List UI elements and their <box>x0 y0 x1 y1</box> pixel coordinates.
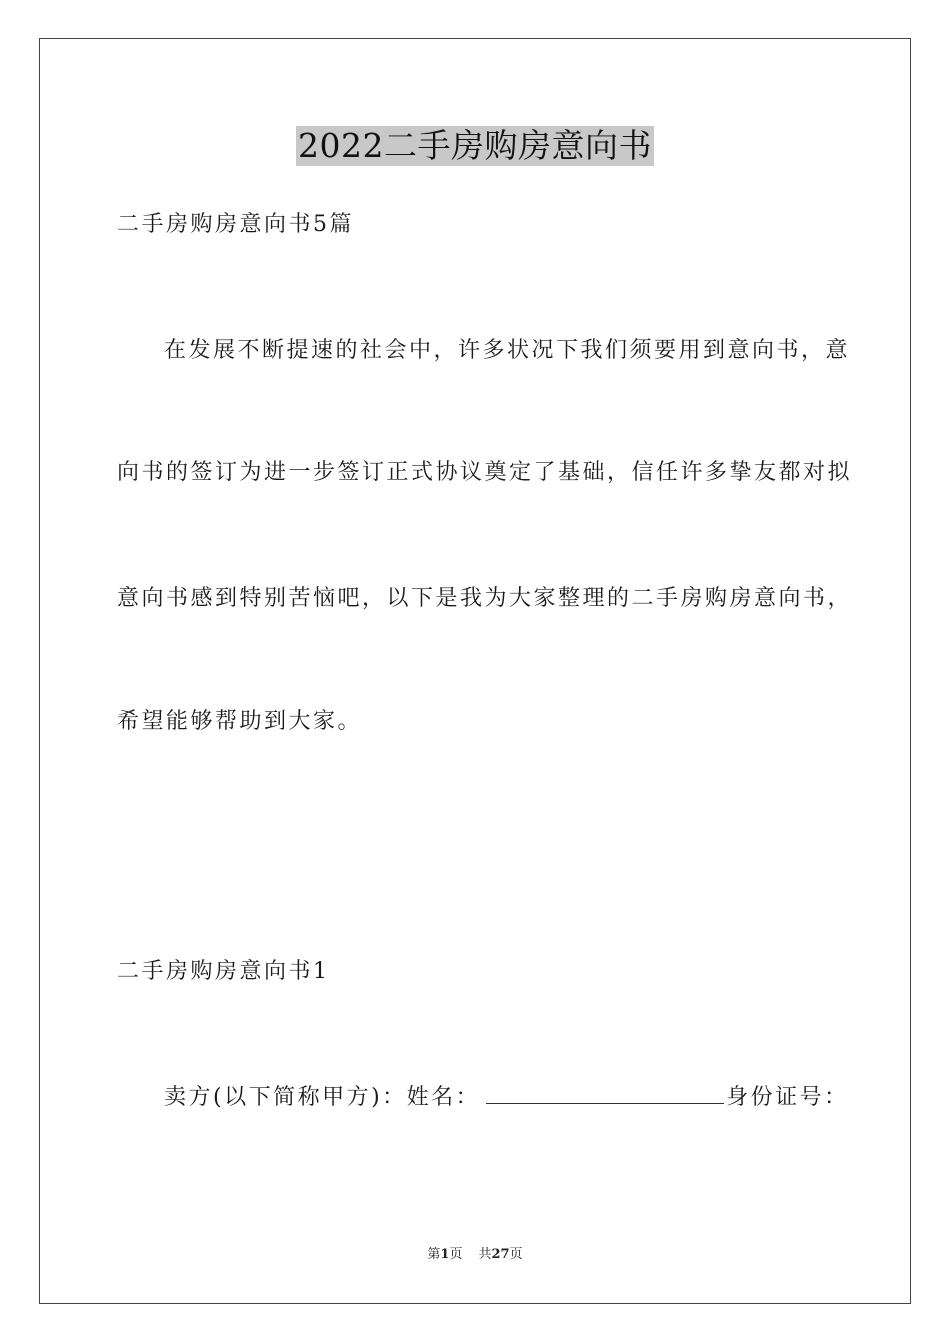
intro-line-1: 在发展不断提速的社会中，许多状况下我们须要用到意向书，意 <box>164 338 851 363</box>
footer-total-suffix: 页 <box>509 1247 523 1262</box>
footer-page-suffix: 页 <box>449 1247 463 1262</box>
title-container <box>0 126 950 166</box>
page-footer <box>0 1246 950 1264</box>
footer-total-pages: 27 <box>491 1247 510 1262</box>
name-blank-field[interactable] <box>486 1083 724 1104</box>
document-subtitle: 二手房购房意向书5篇 <box>117 212 354 237</box>
intro-line-3: 意向书感到特别苦恼吧，以下是我为大家整理的二手房购房意向书， <box>117 586 853 611</box>
section-heading: 二手房购房意向书1 <box>117 959 330 984</box>
seller-line-suffix: 身份证号： <box>726 1085 849 1110</box>
seller-line-prefix: 卖方(以下简称甲方)：姓名： <box>164 1085 481 1110</box>
footer-page-prefix: 第 <box>427 1247 441 1262</box>
intro-line-4: 希望能够帮助到大家。 <box>117 709 363 734</box>
footer-page-number: 1 <box>440 1247 450 1262</box>
seller-line <box>164 1083 849 1112</box>
footer-total-prefix: 共 <box>478 1247 492 1262</box>
intro-line-2: 向书的签订为进一步签订正式协议奠定了基础，信任许多挚友都对拟 <box>117 460 853 485</box>
document-title: 2022二手房购房意向书 <box>298 126 652 165</box>
